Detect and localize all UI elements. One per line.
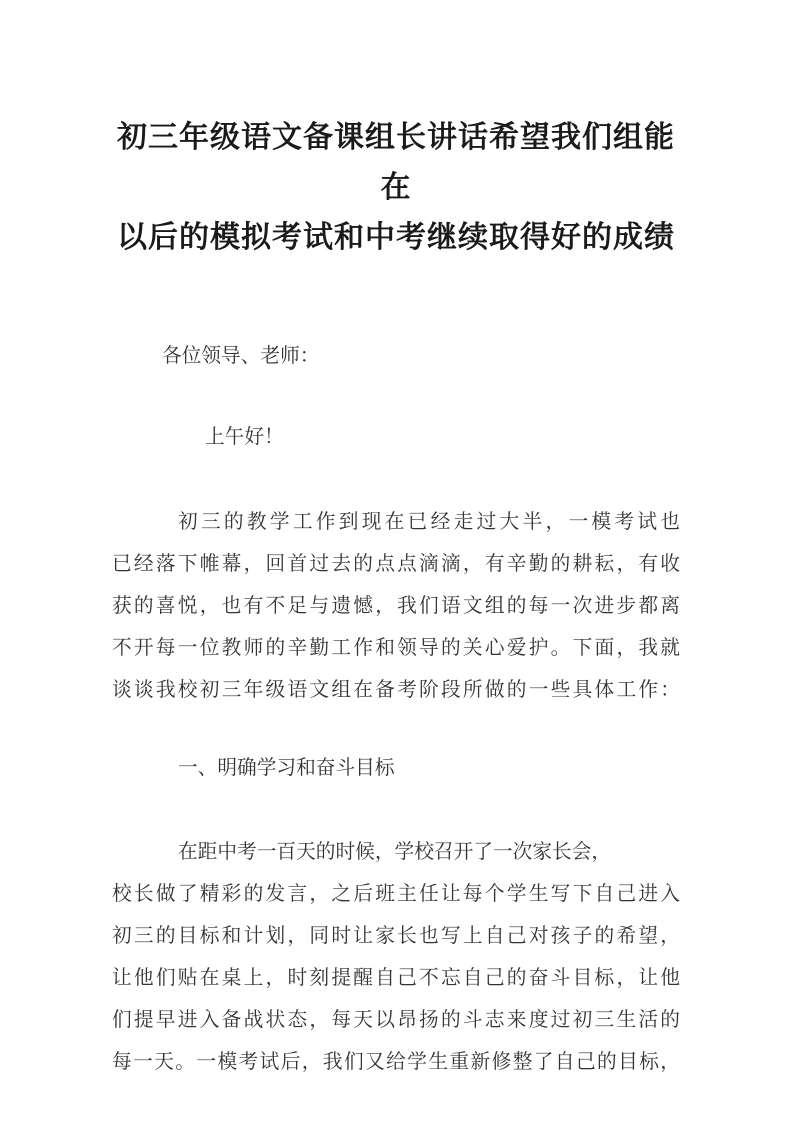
paragraph1-line-2: 已经落下帷幕，回首过去的点点滴滴，有辛勤的耕耘，有收 bbox=[112, 553, 680, 575]
title-line-2: 以后的模拟考试和中考继续取得好的成绩 bbox=[117, 221, 675, 254]
paragraph-2 bbox=[112, 831, 680, 1083]
paragraph2-line-4: 让他们贴在桌上，时刻提醒自己不忘自己的奋斗目标，让他 bbox=[112, 967, 680, 989]
section-1-heading: 一、明确学习和奋斗目标 bbox=[178, 757, 395, 779]
salutation-line: 各位领导、老师： bbox=[162, 345, 320, 367]
paragraph-1 bbox=[112, 501, 680, 711]
paragraph1-line-1: 初三的教学工作到现在已经走过大半，一模考试也 bbox=[178, 511, 680, 533]
document-title bbox=[112, 0, 680, 263]
title-line-1: 初三年级语文备课组长讲话希望我们组能在 bbox=[117, 121, 675, 204]
paragraph2-line-1: 在距中考一百天的时候，学校召开了一次家长会， bbox=[178, 841, 612, 863]
paragraph1-line-4: 不开每一位教师的辛勤工作和领导的关心爱护。下面，我就 bbox=[112, 637, 680, 659]
paragraph2-line-2: 校长做了精彩的发言，之后班主任让每个学生写下自己进入 bbox=[112, 883, 680, 905]
paragraph2-line-3: 初三的目标和计划，同时让家长也写上自己对孩子的希望， bbox=[112, 925, 680, 947]
paragraph2-line-5: 们提早进入备战状态，每天以昂扬的斗志来度过初三生活的 bbox=[112, 1009, 680, 1031]
paragraph1-line-3: 获的喜悦，也有不足与遗憾，我们语文组的每一次进步都离 bbox=[112, 595, 680, 617]
greeting-line: 上午好！ bbox=[205, 426, 284, 448]
paragraph2-line-6: 每一天。一模考试后，我们又给学生重新修整了自己的目标， bbox=[112, 1051, 680, 1073]
paragraph1-line-5: 谈谈我校初三年级语文组在备考阶段所做的一些具体工作： bbox=[112, 679, 680, 701]
